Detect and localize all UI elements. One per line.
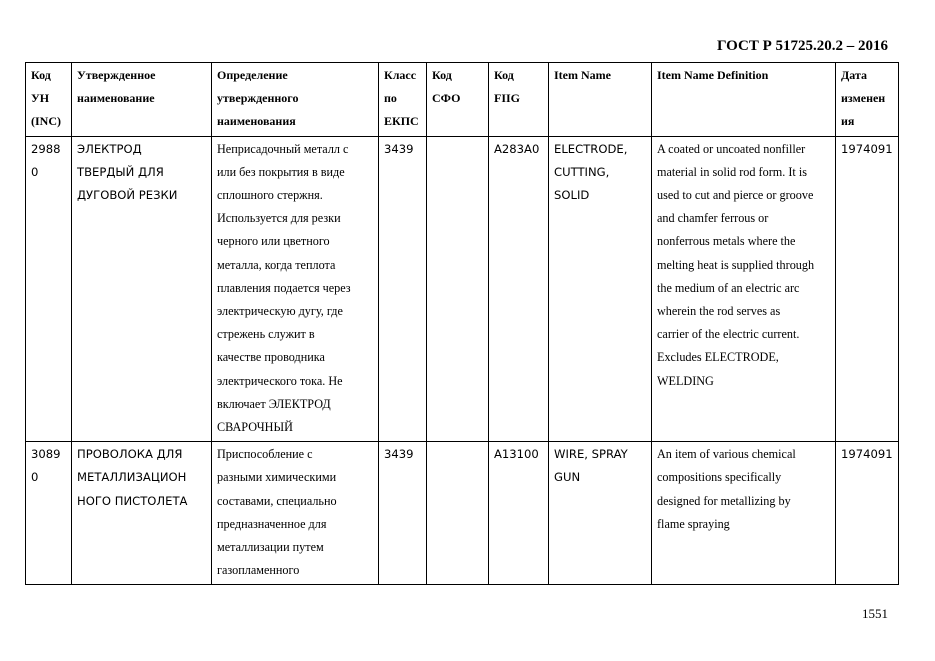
cell-date: 1974091 (836, 442, 899, 585)
catalog-table (25, 62, 899, 585)
cell-class: 3439 (379, 136, 427, 442)
cell-name: ПРОВОЛОКА ДЛЯ МЕТАЛЛИЗАЦИОН НОГО ПИСТОЛЕТА (72, 442, 212, 585)
table-header-row (26, 63, 899, 137)
cell-fiig: A283A0 (489, 136, 549, 442)
table-row (26, 136, 899, 442)
cell-code: 30890 (26, 442, 72, 585)
cell-date: 1974091 (836, 136, 899, 442)
cell-code: 29880 (26, 136, 72, 442)
document-title: ГОСТ Р 51725.20.2 – 2016 (716, 38, 888, 54)
cell-fiig: A13100 (489, 442, 549, 585)
cell-class: 3439 (379, 442, 427, 585)
cell-item-definition: An item of various chemical compositions specifically designed for metallizing by flame spraying (652, 442, 836, 585)
col-header-code-inc: Код УН (INC) (26, 63, 72, 137)
col-header-sfo: Код СФО (427, 63, 489, 137)
col-header-date: Дата изменен ия (836, 63, 899, 137)
col-header-approved-name: Утвержденное наименование (72, 63, 212, 137)
col-header-item-name-definition: Item Name Definition (652, 63, 836, 137)
cell-item-name: ELECTRODE, CUTTING, SOLID (549, 136, 652, 442)
table-row (26, 442, 899, 585)
cell-sfo (427, 442, 489, 585)
page-number: 1551 (862, 606, 888, 621)
cell-name: ЭЛЕКТРОД ТВЕРДЫЙ ДЛЯ ДУГОВОЙ РЕЗКИ (72, 136, 212, 442)
col-header-item-name: Item Name (549, 63, 652, 137)
col-header-fiig: Код FIIG (489, 63, 549, 137)
cell-item-definition: A coated or uncoated nonfiller material in solid rod form. It is used to cut and pierce or groove and chamfer ferrous or nonferrous metals where the melting heat is supplied through the medium of an electric arc wherein the rod serves as carrier of the electric current. Excludes ELECTRODE, WELDING (652, 136, 836, 442)
cell-definition: Приспособление с разными химическими составами, специально предназначенное для металлизации путем газопламенного (212, 442, 379, 585)
col-header-definition: Определение утвержденного наименования (212, 63, 379, 137)
cell-sfo (427, 136, 489, 442)
cell-item-name: WIRE, SPRAY GUN (549, 442, 652, 585)
cell-definition: Неприсадочный металл с или без покрытия в виде сплошного стержня. Используется для резки черного или цветного металла, когда теплота плавления подается через электрическую дугу, где стрежень служит в качестве проводника электрического тока. Не включает ЭЛЕКТРОД СВАРОЧНЫЙ (212, 136, 379, 442)
col-header-class: Класс по ЕКПС (379, 63, 427, 137)
